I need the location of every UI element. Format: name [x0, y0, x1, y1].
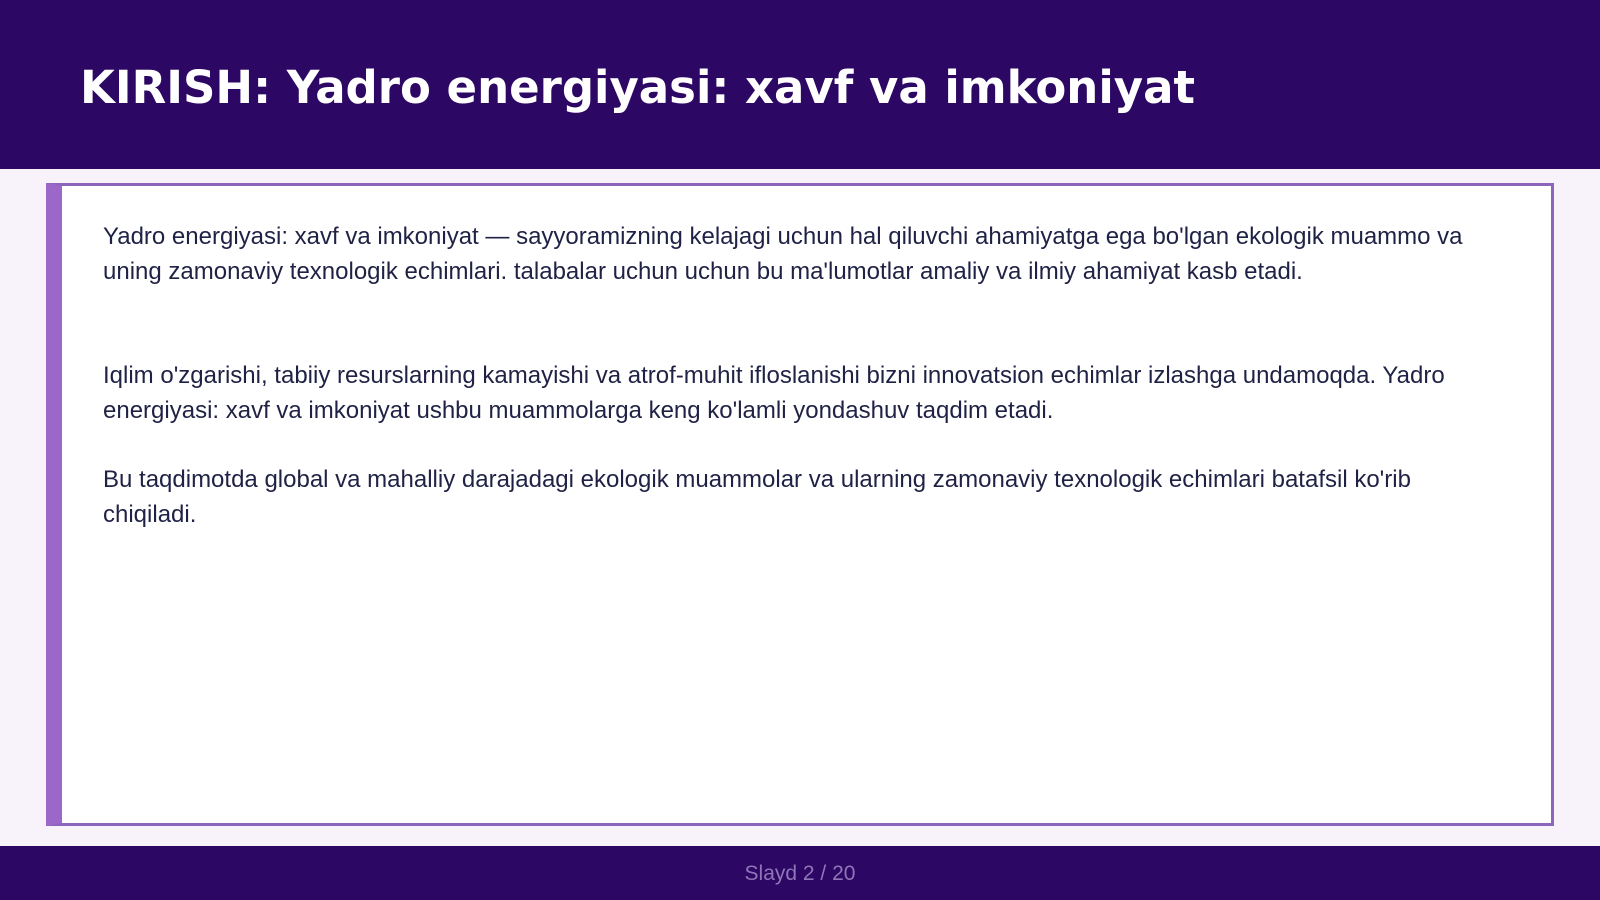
slide-title: KIRISH: Yadro energiyasi: xavf va imkoniyat — [80, 61, 1195, 114]
introduction-paragraph: Yadro energiyasi: xavf va imkoniyat — sayyoramizning kelajagi uchun hal qiluvchi ahamiyatga ega bo'lgan ekologik muammo va uning zamonaviy texnologik echimlari. talabalar uchun uchun bu ma'lumotlar amaliy va ilmiy ahamiyat kasb etadi. — [103, 223, 1463, 285]
climate-paragraph: Iqlim o'zgarishi, tabiiy resurslarning kamayishi va atrof-muhit ifloslanishi bizni innovatsion echimlar izlashga undamoqda. Yadro energiyasi: xavf va imkoniyat ushbu muammolarga keng ko'lamli yondashuv taqdim etadi. — [103, 362, 1445, 424]
slide-number: Slayd 2 / 20 — [744, 862, 856, 885]
slide-footer — [0, 846, 1600, 900]
slide-header — [0, 0, 1600, 169]
slide-content-box — [46, 183, 1554, 826]
presentation-scope-paragraph: Bu taqdimotda global va mahalliy darajadagi ekologik muammolar va ularning zamonaviy texnologik echimlari batafsil ko'rib chiqiladi. — [103, 466, 1411, 528]
